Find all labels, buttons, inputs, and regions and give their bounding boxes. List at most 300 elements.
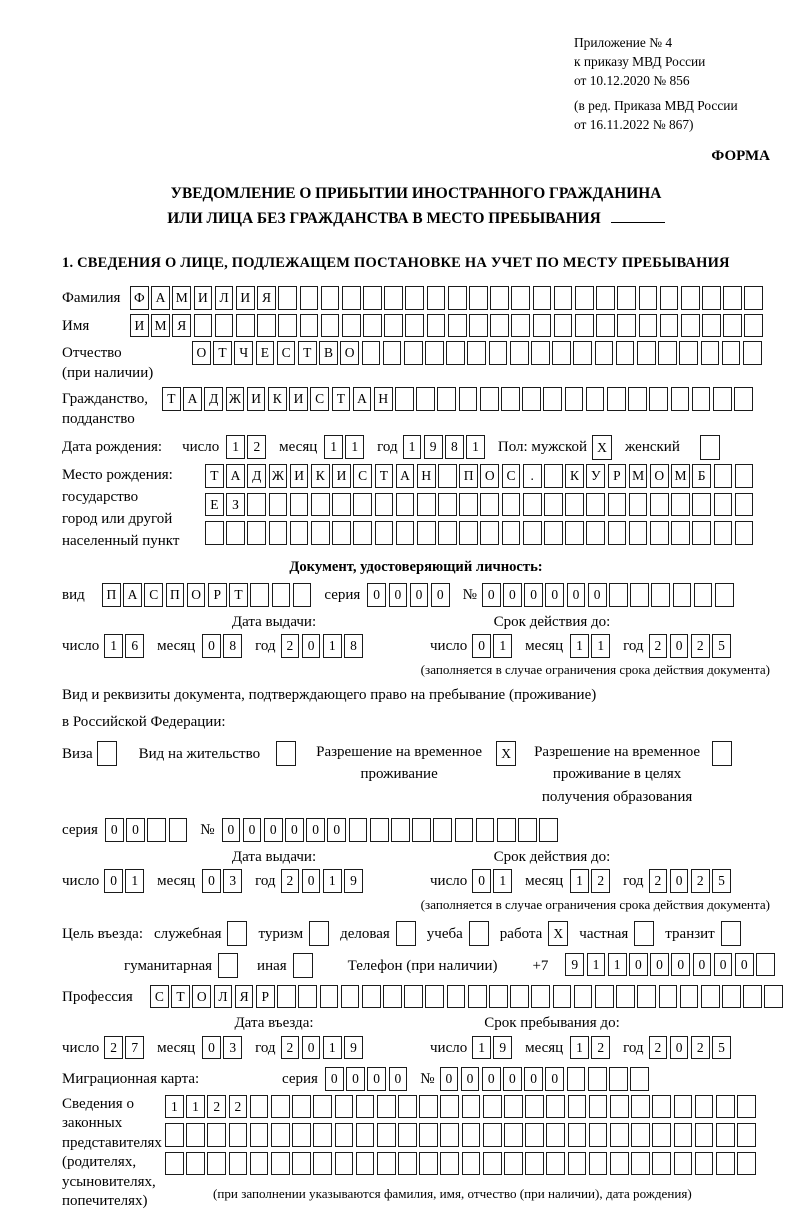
char-cell[interactable]: 0 [367,583,386,607]
char-cell[interactable]: 0 [545,583,564,607]
char-cell[interactable] [459,493,478,517]
char-cell[interactable]: 0 [472,634,491,658]
char-cell[interactable]: А [226,464,245,488]
char-cell[interactable] [462,1095,481,1119]
char-cell[interactable] [300,286,319,310]
char-cell[interactable]: 3 [223,1036,242,1060]
char-cell[interactable] [502,493,521,517]
char-cell[interactable]: Ж [269,464,288,488]
char-cell[interactable] [504,1095,523,1119]
char-cell[interactable]: 2 [229,1095,248,1119]
char-cell[interactable]: 0 [222,818,241,842]
char-cell[interactable] [341,985,360,1009]
char-cell[interactable] [293,583,312,607]
char-cell[interactable] [716,1123,735,1147]
char-cell[interactable] [504,1123,523,1147]
char-cell[interactable]: 0 [503,583,522,607]
char-cell[interactable] [226,521,245,545]
char-cell[interactable] [716,1095,735,1119]
char-cell[interactable] [660,314,679,338]
char-cell[interactable]: 2 [591,869,610,893]
char-cell[interactable] [714,493,733,517]
char-cell[interactable] [447,985,466,1009]
char-cell[interactable] [610,1123,629,1147]
char-cell[interactable] [207,1123,226,1147]
char-cell[interactable] [476,818,495,842]
char-cell[interactable]: 0 [202,869,221,893]
char-cell[interactable] [652,1152,671,1176]
char-cell[interactable] [469,314,488,338]
char-cell[interactable] [639,286,658,310]
char-cell[interactable] [383,985,402,1009]
char-cell[interactable]: 0 [105,818,124,842]
char-cell[interactable] [467,341,486,365]
char-cell[interactable]: Л [215,286,234,310]
char-cell[interactable]: 2 [281,634,300,658]
char-cell[interactable]: 0 [524,583,543,607]
char-cell[interactable]: В [319,341,338,365]
char-cell[interactable]: О [192,985,211,1009]
char-cell[interactable] [427,314,446,338]
char-cell[interactable] [416,387,435,411]
char-cell[interactable] [712,741,732,766]
char-cell[interactable] [419,1095,438,1119]
char-cell[interactable] [218,953,238,978]
char-cell[interactable]: 1 [570,1036,589,1060]
char-cell[interactable]: 0 [567,583,586,607]
char-cell[interactable] [715,583,734,607]
char-cell[interactable] [469,921,489,946]
char-cell[interactable] [247,521,266,545]
char-cell[interactable] [565,493,584,517]
char-cell[interactable] [546,1152,565,1176]
char-cell[interactable] [595,985,614,1009]
char-cell[interactable] [362,341,381,365]
char-cell[interactable] [300,314,319,338]
char-cell[interactable] [694,583,713,607]
char-cell[interactable]: Т [205,464,224,488]
char-cell[interactable] [650,493,669,517]
char-cell[interactable]: 5 [712,869,731,893]
char-cell[interactable] [680,985,699,1009]
char-cell[interactable]: 8 [344,634,363,658]
char-cell[interactable] [335,1095,354,1119]
char-cell[interactable] [723,286,742,310]
char-cell[interactable] [714,521,733,545]
char-cell[interactable] [510,985,529,1009]
char-cell[interactable]: П [166,583,185,607]
char-cell[interactable] [278,286,297,310]
char-cell[interactable]: Л [214,985,233,1009]
char-cell[interactable] [483,1152,502,1176]
char-cell[interactable]: С [150,985,169,1009]
char-cell[interactable] [489,985,508,1009]
char-cell[interactable]: 2 [649,634,668,658]
char-cell[interactable] [554,286,573,310]
char-cell[interactable]: 2 [649,1036,668,1060]
char-cell[interactable] [469,286,488,310]
char-cell[interactable] [525,1152,544,1176]
char-cell[interactable] [349,818,368,842]
char-cell[interactable] [735,493,754,517]
char-cell[interactable] [596,314,615,338]
char-cell[interactable] [377,1123,396,1147]
char-cell[interactable] [533,314,552,338]
char-cell[interactable]: Д [247,464,266,488]
char-cell[interactable]: С [277,341,296,365]
char-cell[interactable] [356,1152,375,1176]
char-cell[interactable] [215,314,234,338]
char-cell[interactable]: 0 [346,1067,365,1091]
char-cell[interactable] [292,1123,311,1147]
char-cell[interactable] [271,1123,290,1147]
char-cell[interactable] [427,286,446,310]
char-cell[interactable] [695,1152,714,1176]
char-cell[interactable]: С [353,464,372,488]
char-cell[interactable] [610,1095,629,1119]
char-cell[interactable]: 0 [327,818,346,842]
char-cell[interactable]: 0 [545,1067,564,1091]
char-cell[interactable] [701,341,720,365]
char-cell[interactable] [311,493,330,517]
char-cell[interactable]: 0 [367,1067,386,1091]
char-cell[interactable] [692,521,711,545]
char-cell[interactable]: М [151,314,170,338]
char-cell[interactable] [723,314,742,338]
char-cell[interactable]: Я [172,314,191,338]
char-cell[interactable] [438,521,457,545]
char-cell[interactable] [417,521,436,545]
char-cell[interactable]: А [123,583,142,607]
char-cell[interactable]: Т [162,387,181,411]
char-cell[interactable] [702,286,721,310]
char-cell[interactable] [480,387,499,411]
char-cell[interactable] [293,953,313,978]
char-cell[interactable] [417,493,436,517]
char-cell[interactable] [462,1152,481,1176]
char-cell[interactable] [543,387,562,411]
char-cell[interactable] [363,286,382,310]
char-cell[interactable] [446,341,465,365]
char-cell[interactable] [353,493,372,517]
char-cell[interactable]: 1 [186,1095,205,1119]
char-cell[interactable] [608,521,627,545]
char-cell[interactable] [586,521,605,545]
char-cell[interactable]: 1 [570,869,589,893]
temp-residence-checkbox[interactable] [496,741,516,766]
char-cell[interactable] [396,493,415,517]
char-cell[interactable] [207,1152,226,1176]
char-cell[interactable] [692,493,711,517]
char-cell[interactable] [383,341,402,365]
char-cell[interactable]: 0 [503,1067,522,1091]
char-cell[interactable]: Б [692,464,711,488]
char-cell[interactable] [523,521,542,545]
char-cell[interactable] [616,985,635,1009]
char-cell[interactable]: 0 [410,583,429,607]
char-cell[interactable] [637,341,656,365]
temp-residence-edu-checkbox[interactable] [712,741,732,766]
char-cell[interactable] [332,521,351,545]
char-cell[interactable]: 0 [670,1036,689,1060]
sex-female-checkbox[interactable] [700,435,720,460]
char-cell[interactable] [674,1095,693,1119]
char-cell[interactable] [674,1123,693,1147]
char-cell[interactable] [617,314,636,338]
char-cell[interactable] [554,314,573,338]
char-cell[interactable] [539,818,558,842]
char-cell[interactable] [756,953,775,977]
char-cell[interactable]: 1 [493,634,512,658]
char-cell[interactable]: О [480,464,499,488]
char-cell[interactable] [743,341,762,365]
char-cell[interactable] [659,985,678,1009]
char-cell[interactable] [455,818,474,842]
char-cell[interactable]: 1 [591,634,610,658]
char-cell[interactable] [764,985,783,1009]
char-cell[interactable] [377,1095,396,1119]
char-cell[interactable]: 0 [306,818,325,842]
char-cell[interactable] [440,1095,459,1119]
char-cell[interactable] [674,1152,693,1176]
char-cell[interactable] [396,921,416,946]
char-cell[interactable] [589,1095,608,1119]
char-cell[interactable] [250,1152,269,1176]
char-cell[interactable] [546,1095,565,1119]
char-cell[interactable] [610,1152,629,1176]
char-cell[interactable]: 9 [344,869,363,893]
char-cell[interactable] [438,464,457,488]
char-cell[interactable] [575,286,594,310]
char-cell[interactable] [404,341,423,365]
char-cell[interactable] [313,1152,332,1176]
char-cell[interactable]: 1 [493,869,512,893]
char-cell[interactable] [652,1123,671,1147]
char-cell[interactable]: О [187,583,206,607]
char-cell[interactable] [375,521,394,545]
char-cell[interactable] [722,985,741,1009]
char-cell[interactable]: X [548,921,568,946]
char-cell[interactable] [609,1067,628,1091]
char-cell[interactable] [695,1123,714,1147]
char-cell[interactable]: А [151,286,170,310]
char-cell[interactable] [405,314,424,338]
char-cell[interactable] [568,1152,587,1176]
char-cell[interactable]: 1 [165,1095,184,1119]
char-cell[interactable]: 0 [389,583,408,607]
char-cell[interactable]: 8 [445,435,464,459]
char-cell[interactable]: Т [375,464,394,488]
char-cell[interactable]: З [226,493,245,517]
char-cell[interactable] [737,1095,756,1119]
char-cell[interactable] [311,521,330,545]
char-cell[interactable]: А [183,387,202,411]
char-cell[interactable] [695,1095,714,1119]
char-cell[interactable] [714,464,733,488]
char-cell[interactable]: 2 [691,869,710,893]
char-cell[interactable] [165,1123,184,1147]
char-cell[interactable]: 2 [649,869,668,893]
char-cell[interactable] [292,1095,311,1119]
char-cell[interactable]: . [523,464,542,488]
char-cell[interactable]: И [332,464,351,488]
char-cell[interactable] [544,464,563,488]
char-cell[interactable]: К [311,464,330,488]
char-cell[interactable] [405,286,424,310]
char-cell[interactable] [637,985,656,1009]
char-cell[interactable] [412,818,431,842]
char-cell[interactable] [523,493,542,517]
char-cell[interactable] [634,921,654,946]
char-cell[interactable] [462,1123,481,1147]
char-cell[interactable]: М [172,286,191,310]
char-cell[interactable]: 9 [344,1036,363,1060]
char-cell[interactable] [194,314,213,338]
char-cell[interactable] [652,1095,671,1119]
char-cell[interactable] [298,985,317,1009]
char-cell[interactable] [229,1152,248,1176]
char-cell[interactable] [702,314,721,338]
char-cell[interactable] [271,1095,290,1119]
char-cell[interactable] [276,741,296,766]
char-cell[interactable] [186,1152,205,1176]
char-cell[interactable]: М [629,464,648,488]
char-cell[interactable] [565,521,584,545]
char-cell[interactable] [525,1095,544,1119]
char-cell[interactable] [608,493,627,517]
char-cell[interactable]: 1 [472,1036,491,1060]
char-cell[interactable]: 2 [281,869,300,893]
char-cell[interactable]: 2 [247,435,266,459]
char-cell[interactable] [588,1067,607,1091]
char-cell[interactable]: 0 [482,1067,501,1091]
char-cell[interactable] [552,341,571,365]
char-cell[interactable]: 0 [325,1067,344,1091]
char-cell[interactable] [671,387,690,411]
char-cell[interactable]: Д [204,387,223,411]
char-cell[interactable] [335,1152,354,1176]
char-cell[interactable] [320,985,339,1009]
char-cell[interactable] [147,818,166,842]
char-cell[interactable] [370,818,389,842]
char-cell[interactable] [573,341,592,365]
char-cell[interactable]: И [247,387,266,411]
char-cell[interactable]: 0 [693,953,712,977]
char-cell[interactable] [692,387,711,411]
char-cell[interactable] [425,985,444,1009]
char-cell[interactable] [596,286,615,310]
char-cell[interactable] [438,493,457,517]
char-cell[interactable] [448,314,467,338]
char-cell[interactable]: О [340,341,359,365]
char-cell[interactable] [448,286,467,310]
char-cell[interactable]: К [565,464,584,488]
char-cell[interactable]: 1 [608,953,627,977]
char-cell[interactable] [744,314,763,338]
char-cell[interactable]: 1 [324,435,343,459]
char-cell[interactable]: X [496,741,516,766]
char-cell[interactable] [272,583,291,607]
char-cell[interactable] [671,493,690,517]
char-cell[interactable]: 0 [472,869,491,893]
char-cell[interactable]: И [194,286,213,310]
char-cell[interactable] [250,1095,269,1119]
char-cell[interactable]: 0 [482,583,501,607]
char-cell[interactable] [391,818,410,842]
char-cell[interactable]: 0 [104,869,123,893]
char-cell[interactable] [511,286,530,310]
char-cell[interactable]: Е [205,493,224,517]
char-cell[interactable] [483,1123,502,1147]
char-cell[interactable]: 5 [712,634,731,658]
char-cell[interactable] [468,985,487,1009]
char-cell[interactable] [269,493,288,517]
char-cell[interactable] [440,1123,459,1147]
char-cell[interactable]: 0 [202,1036,221,1060]
char-cell[interactable]: 0 [461,1067,480,1091]
char-cell[interactable] [673,583,692,607]
char-cell[interactable]: 8 [223,634,242,658]
char-cell[interactable] [522,387,541,411]
char-cell[interactable] [701,985,720,1009]
char-cell[interactable] [290,521,309,545]
char-cell[interactable] [292,1152,311,1176]
char-cell[interactable] [165,1152,184,1176]
purpose-other-checkbox[interactable] [293,953,313,978]
char-cell[interactable] [490,314,509,338]
char-cell[interactable] [278,314,297,338]
char-cell[interactable] [649,387,668,411]
char-cell[interactable] [586,387,605,411]
char-cell[interactable]: 9 [565,953,584,977]
char-cell[interactable] [335,1123,354,1147]
char-cell[interactable]: 0 [735,953,754,977]
char-cell[interactable] [531,985,550,1009]
purpose-official-checkbox[interactable] [227,921,247,946]
char-cell[interactable] [660,286,679,310]
char-cell[interactable]: И [130,314,149,338]
char-cell[interactable] [568,1095,587,1119]
char-cell[interactable]: Т [213,341,232,365]
char-cell[interactable]: Ч [234,341,253,365]
char-cell[interactable] [398,1095,417,1119]
char-cell[interactable] [247,493,266,517]
char-cell[interactable] [734,387,753,411]
char-cell[interactable]: А [396,464,415,488]
char-cell[interactable] [525,1123,544,1147]
char-cell[interactable]: 0 [588,583,607,607]
char-cell[interactable] [419,1123,438,1147]
char-cell[interactable] [595,341,614,365]
char-cell[interactable]: 2 [207,1095,226,1119]
char-cell[interactable]: 0 [440,1067,459,1091]
char-cell[interactable] [575,314,594,338]
char-cell[interactable] [419,1152,438,1176]
char-cell[interactable] [531,341,550,365]
char-cell[interactable] [375,493,394,517]
char-cell[interactable] [332,493,351,517]
char-cell[interactable]: 0 [302,634,321,658]
char-cell[interactable] [735,464,754,488]
char-cell[interactable] [459,521,478,545]
char-cell[interactable]: С [310,387,329,411]
char-cell[interactable] [433,818,452,842]
char-cell[interactable]: О [192,341,211,365]
purpose-tourism-checkbox[interactable] [309,921,329,946]
char-cell[interactable]: 2 [691,634,710,658]
char-cell[interactable]: 1 [323,1036,342,1060]
char-cell[interactable]: Ж [226,387,245,411]
